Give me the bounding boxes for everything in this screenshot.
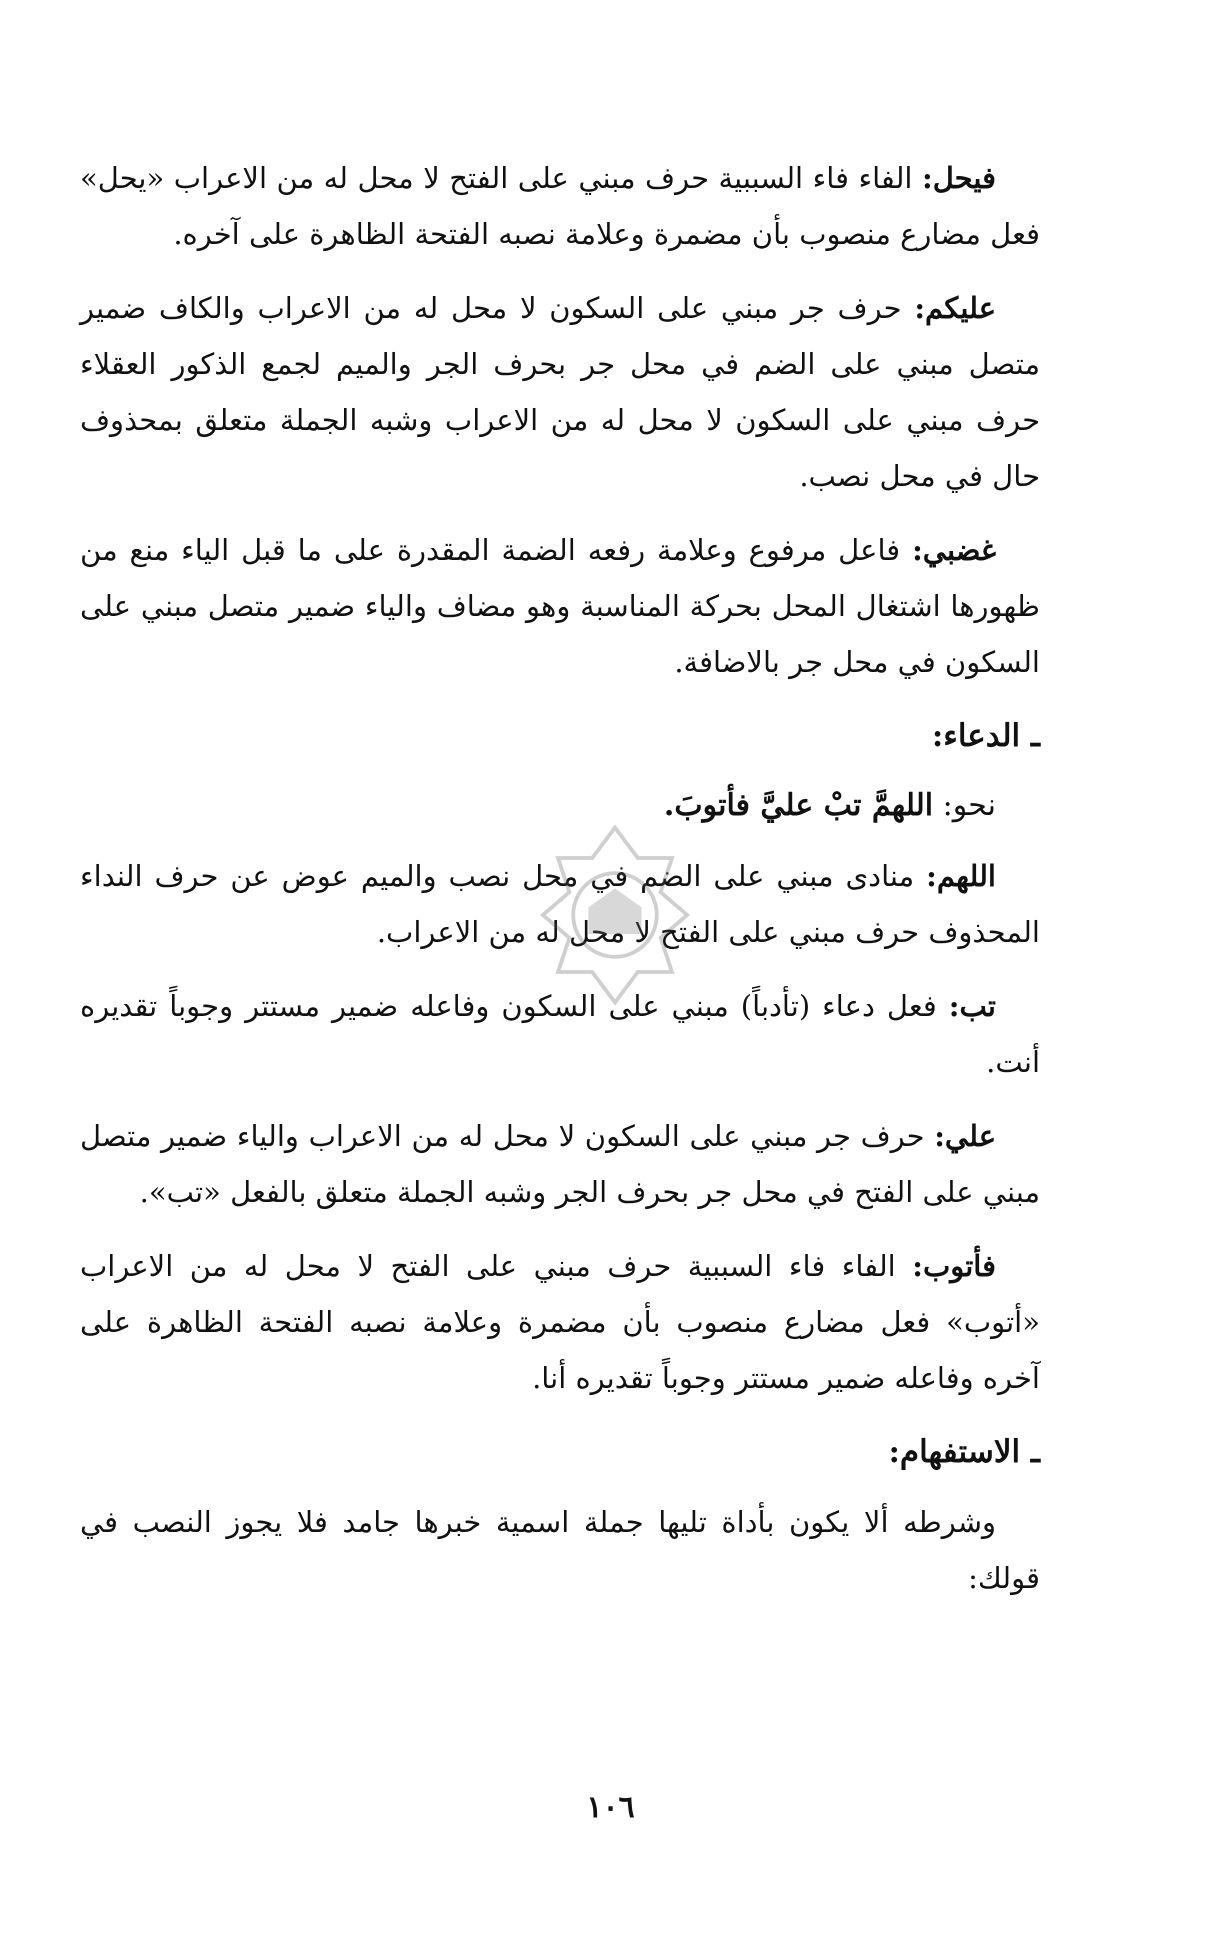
term-label: فيحل:	[921, 161, 996, 195]
paragraph-faatuba	[80, 1238, 1040, 1406]
paragraph-alaykum	[80, 280, 1040, 504]
term-explanation: فعل دعاء (تأدباً) مبني على السكون وفاعله ضمير مستتر وجوباً تقديره أنت.	[80, 989, 1040, 1079]
term-explanation: الفاء فاء السببية حرف مبني على الفتح لا محل له من الاعراب «يحل» فعل مضارع منصوب بأن مضمرة وعلامة نصبه الفتحة الظاهرة على آخره.	[80, 161, 1040, 251]
example-text: اللهمَّ تبْ عليَّ فأتوبَ.	[663, 788, 934, 823]
paragraph-alayya	[80, 1108, 1040, 1220]
term-label: اللهم:	[926, 859, 996, 893]
term-explanation: حرف جر مبني على السكون لا محل له من الاعراب والياء ضمير متصل مبني على الفتح في محل جر بحرف الجر وشبه الجملة متعلق بالفعل «تب».	[80, 1119, 1040, 1209]
term-label: عليكم:	[914, 291, 997, 325]
library-watermark-emblem	[520, 820, 710, 1010]
paragraph-istifham: وشرطه ألا يكون بأداة تليها جملة اسمية خبرها جامد فلا يجوز النصب في قولك:	[80, 1505, 1040, 1595]
term-label: علي:	[934, 1119, 996, 1153]
paragraph-ghadabi	[80, 522, 1040, 690]
term-explanation: فاعل مرفوع وعلامة رفعه الضمة المقدرة على ما قبل الياء منع من ظهورها اشتغال المحل بحركة المناسبة وهو مضاف والياء ضمير متصل مبني على السكون في محل جر بالاضافة.	[80, 533, 1040, 679]
term-label: غضبي:	[912, 533, 997, 567]
term-label: فأتوب:	[912, 1249, 996, 1283]
page-number: ١٠٦	[586, 1790, 635, 1825]
term-explanation: حرف جر مبني على السكون لا محل له من الاعراب والكاف ضمير متصل مبني على الضم في محل جر بحرف الجر والميم لجمع الذكور العقلاء حرف مبني على السكون لا محل له من الاعراب وشبه الجملة متعلق بمحذوف حال في محل نصب.	[80, 291, 1040, 493]
term-explanation: منادى مبني على الضم في محل نصب والميم عوض عن حرف النداء المحذوف حرف مبني على الفتح لا محل له من الاعراب.	[80, 859, 1040, 949]
paragraph-fayahill	[80, 150, 1040, 262]
example-prefix: نحو:	[942, 788, 996, 823]
term-explanation: الفاء فاء السببية حرف مبني على الفتح لا محل له من الاعراب «أتوب» فعل مضارع منصوب بأن مضمرة وعلامة نصبه الفتحة الظاهرة على آخره وفاعله ضمير مستتر وجوباً تقديره أنا.	[80, 1249, 1040, 1395]
term-label: تب:	[948, 989, 997, 1023]
section-heading-dua: ـ الدعاء:	[931, 718, 1040, 754]
section-heading-istifham: ـ الاستفهام:	[888, 1434, 1040, 1470]
